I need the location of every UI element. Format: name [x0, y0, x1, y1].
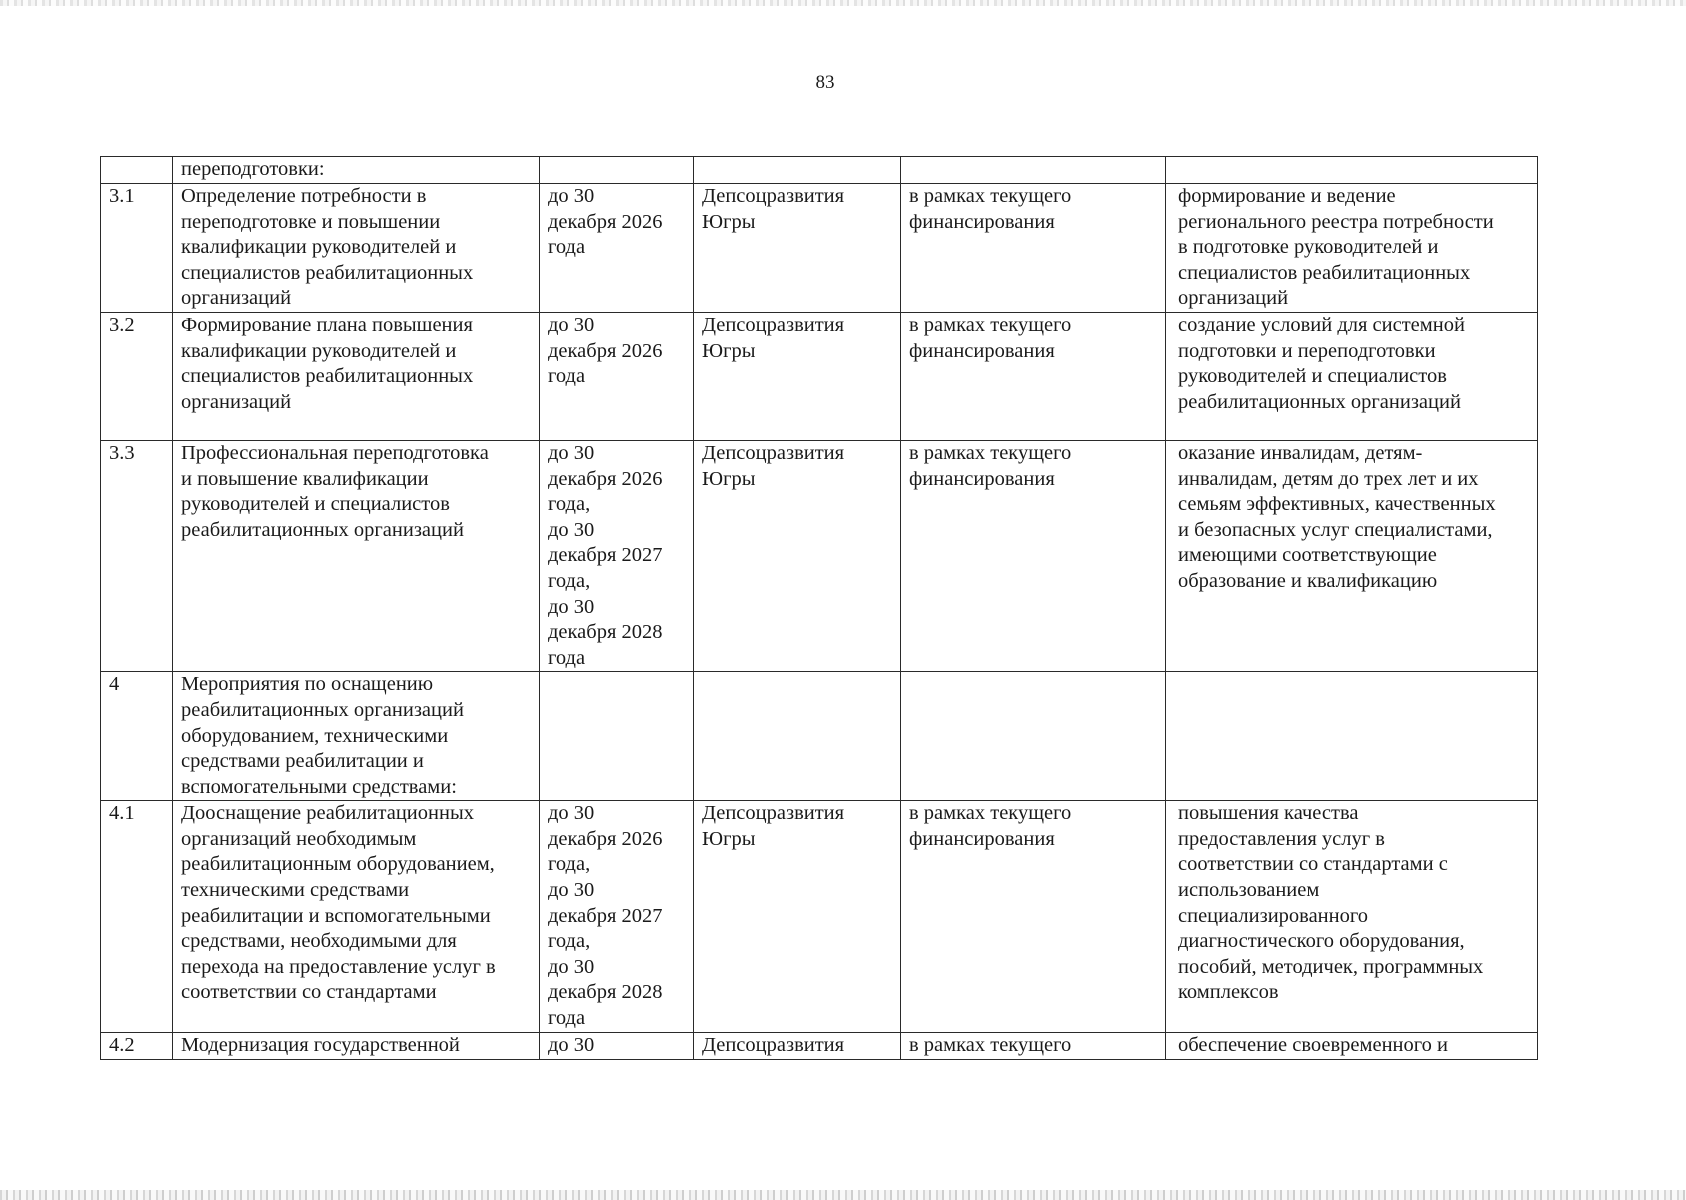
row-number: 3.3	[101, 440, 173, 671]
financing: в рамках текущего	[901, 1032, 1166, 1059]
financing: в рамках текущего финансирования	[901, 184, 1166, 313]
row-number: 4	[101, 672, 173, 801]
deadline: до 30	[540, 1032, 694, 1059]
financing	[901, 672, 1166, 801]
row-number	[101, 157, 173, 184]
expected-result: оказание инвалидам, детям- инвалидам, детям до трех лет и их семьям эффективных, качественных и безопасных услуг специалистами, имеющими соответствующие образование и квалификацию	[1166, 440, 1538, 671]
scan-edge-top	[0, 0, 1686, 6]
deadline: до 30 декабря 2026 года	[540, 312, 694, 440]
executor: Депсоцразвития Югры	[694, 312, 901, 440]
executor: Депсоцразвития Югры	[694, 440, 901, 671]
table-row	[101, 1032, 1538, 1059]
deadline: до 30 декабря 2026 года, до 30 декабря 2027 года, до 30 декабря 2028 года	[540, 440, 694, 671]
table-row	[101, 184, 1538, 313]
activity-name: переподготовки:	[173, 157, 540, 184]
table-row	[101, 312, 1538, 440]
scan-edge-bottom	[0, 1190, 1686, 1200]
expected-result	[1166, 157, 1538, 184]
executor: Депсоцразвития	[694, 1032, 901, 1059]
deadline: до 30 декабря 2026 года	[540, 184, 694, 313]
row-number: 4.1	[101, 801, 173, 1032]
table-row	[101, 440, 1538, 671]
row-number: 3.1	[101, 184, 173, 313]
executor	[694, 672, 901, 801]
financing: в рамках текущего финансирования	[901, 801, 1166, 1032]
page-number: 83	[815, 72, 835, 93]
expected-result	[1166, 672, 1538, 801]
table-row	[101, 157, 1538, 184]
financing: в рамках текущего финансирования	[901, 440, 1166, 671]
executor: Депсоцразвития Югры	[694, 801, 901, 1032]
activity-name: Формирование плана повышения квалификации руководителей и специалистов реабилитационных организаций	[173, 312, 540, 440]
table-row	[101, 801, 1538, 1032]
expected-result: создание условий для системной подготовки и переподготовки руководителей и специалистов реабилитационных организаций	[1166, 312, 1538, 440]
activities-table	[100, 156, 1538, 1060]
activity-name: Модернизация государственной	[173, 1032, 540, 1059]
financing	[901, 157, 1166, 184]
executor: Депсоцразвития Югры	[694, 184, 901, 313]
expected-result: обеспечение своевременного и	[1166, 1032, 1538, 1059]
activity-name: Дооснащение реабилитационных организаций необходимым реабилитационным оборудованием, техническими средствами реабилитации и вспомогательными средствами, необходимыми для перехода на предоставление услуг в соответствии со стандартами	[173, 801, 540, 1032]
deadline	[540, 672, 694, 801]
activity-name: Профессиональная переподготовка и повышение квалификации руководителей и специалистов реабилитационных организаций	[173, 440, 540, 671]
deadline	[540, 157, 694, 184]
financing: в рамках текущего финансирования	[901, 312, 1166, 440]
executor	[694, 157, 901, 184]
expected-result: повышения качества предоставления услуг в соответствии со стандартами с использованием специализированного диагностического оборудования, пособий, методичек, программных комплексов	[1166, 801, 1538, 1032]
deadline: до 30 декабря 2026 года, до 30 декабря 2027 года, до 30 декабря 2028 года	[540, 801, 694, 1032]
expected-result: формирование и ведение регионального реестра потребности в подготовке руководителей и специалистов реабилитационных организаций	[1166, 184, 1538, 313]
row-number: 3.2	[101, 312, 173, 440]
activity-name: Мероприятия по оснащению реабилитационных организаций оборудованием, техническими средствами реабилитации и вспомогательными средствами:	[173, 672, 540, 801]
table-row	[101, 672, 1538, 801]
row-number: 4.2	[101, 1032, 173, 1059]
activity-name: Определение потребности в переподготовке и повышении квалификации руководителей и специалистов реабилитационных организаций	[173, 184, 540, 313]
